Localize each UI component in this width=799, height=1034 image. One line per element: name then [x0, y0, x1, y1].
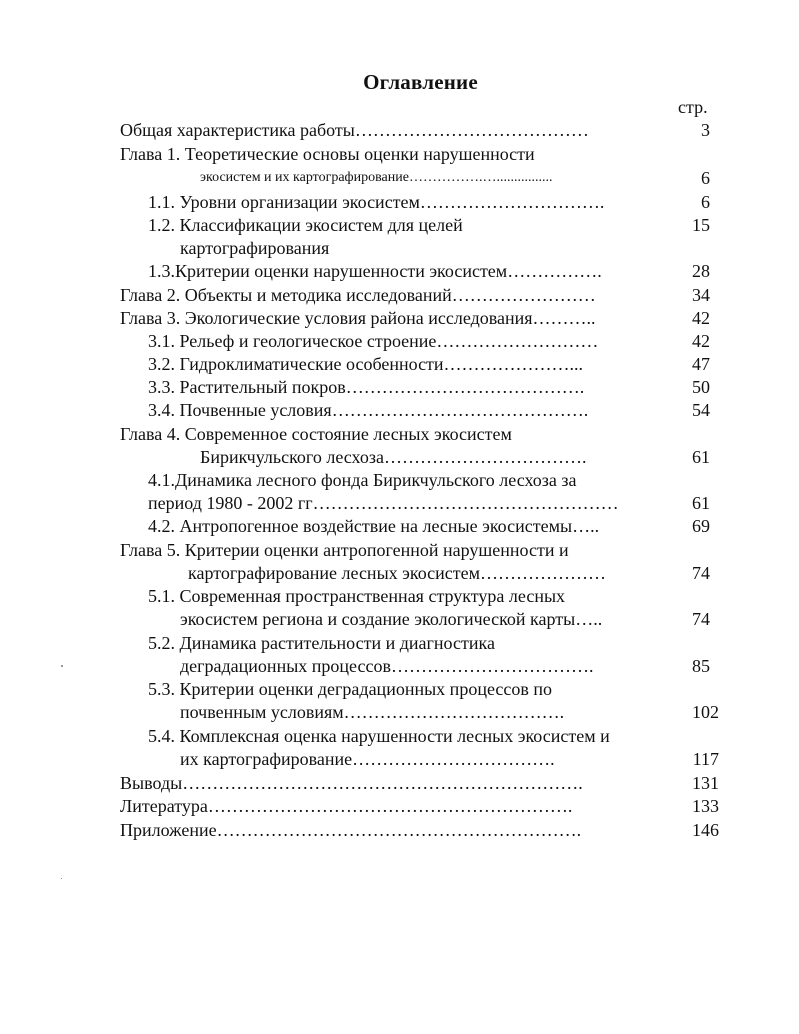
- toc-entry-chapter-2: Глава 2. Объекты и методика исследований……………………: [120, 285, 596, 305]
- toc-entry-3-3: 3.3. Растительный покров………………………………….: [148, 377, 585, 397]
- toc-entry-5-3-cont: почвенным условиям……………………………….: [180, 702, 565, 722]
- scan-speck: [61, 878, 62, 879]
- toc-entry-4-1-cont: период 1980 - 2002 гг……………………………………………: [148, 493, 619, 513]
- toc-entry-conclusions: Выводы………………………………………………………….: [120, 773, 583, 793]
- toc-page-number: 54: [692, 400, 710, 420]
- toc-page-number: 50: [692, 377, 710, 397]
- toc-entry-5-1: 5.1. Современная пространственная структура лесных: [148, 586, 566, 606]
- toc-entry-chapter-3: Глава 3. Экологические условия района исследования………..: [120, 308, 596, 328]
- toc-entry-5-3: 5.3. Критерии оценки деградационных процессов по: [148, 679, 552, 699]
- toc-page-number: 146: [692, 820, 719, 840]
- toc-page-number: 61: [692, 493, 710, 513]
- toc-entry-chapter-1-cont: экосистем и их картографирование…………….…................: [200, 170, 553, 185]
- toc-entry-3-2: 3.2. Гидроклиматические особенности…………………...: [148, 354, 584, 374]
- toc-page-number: 61: [692, 447, 710, 467]
- scan-speck: [61, 665, 63, 667]
- toc-page-number: 42: [692, 308, 710, 328]
- toc-page-number: 28: [692, 261, 710, 281]
- toc-page-number: 133: [692, 796, 719, 816]
- toc-page-number: 34: [692, 285, 710, 305]
- toc-page-number: 6: [701, 192, 710, 212]
- page-title: Оглавление: [363, 70, 478, 94]
- toc-entry-1-3: 1.3.Критерии оценки нарушенности экосистем…………….: [148, 261, 602, 281]
- toc-entry-general: Общая характеристика работы…………………………………: [120, 120, 589, 140]
- toc-entry-appendix: Приложение…………………………………………………….: [120, 820, 582, 840]
- toc-page-number: 131: [692, 773, 719, 793]
- toc-page-number: 102: [692, 702, 719, 722]
- toc-page-number: 47: [692, 354, 710, 374]
- toc-entry-3-4: 3.4. Почвенные условия…………………………………….: [148, 400, 589, 420]
- toc-page-number: 15: [692, 215, 710, 235]
- toc-page-number: 117: [692, 749, 719, 769]
- toc-entry-chapter-1: Глава 1. Теоретические основы оценки нарушенности: [120, 144, 535, 164]
- toc-entry-3-1: 3.1. Рельеф и геологическое строение………………………: [148, 331, 599, 351]
- toc-entry-5-4: 5.4. Комплексная оценка нарушенности лесных экосистем и: [148, 726, 610, 746]
- page-column-label: стр.: [678, 97, 708, 117]
- toc-entry-5-4-cont: их картографирование…………………………….: [180, 749, 555, 769]
- toc-entry-4-2: 4.2. Антропогенное воздействие на лесные экосистемы…..: [148, 516, 600, 536]
- toc-page-number: 85: [692, 656, 710, 676]
- toc-page-number: 3: [701, 120, 710, 140]
- toc-entry-1-2: 1.2. Классификации экосистем для целей: [148, 215, 463, 235]
- toc-entry-1-2-cont: картографирования: [180, 238, 330, 258]
- toc-page-number: 6: [701, 168, 710, 188]
- toc-page-number: 74: [692, 609, 710, 629]
- toc-entry-5-2-cont: деградационных процессов…………………………….: [180, 656, 594, 676]
- toc-entry-5-2: 5.2. Динамика растительности и диагностика: [148, 633, 495, 653]
- toc-entry-4-1: 4.1.Динамика лесного фонда Бирикчульского лесхоза за: [148, 470, 577, 490]
- toc-page-number: 74: [692, 563, 710, 583]
- toc-entry-chapter-4: Глава 4. Современное состояние лесных экосистем: [120, 424, 512, 444]
- toc-entry-chapter-5: Глава 5. Критерии оценки антропогенной нарушенности и: [120, 540, 569, 560]
- toc-entry-chapter-5-cont: картографирование лесных экосистем…………………: [188, 563, 607, 583]
- toc-entry-1-1: 1.1. Уровни организации экосистем………………………….: [148, 192, 605, 212]
- toc-page-number: 69: [692, 516, 710, 536]
- toc-page-number: 42: [692, 331, 710, 351]
- toc-entry-literature: Литература…………………………………………………….: [120, 796, 573, 816]
- toc-entry-chapter-4-cont: Бирикчульского лесхоза…………………………….: [200, 447, 587, 467]
- toc-entry-5-1-cont: экосистем региона и создание экологической карты…..: [180, 609, 603, 629]
